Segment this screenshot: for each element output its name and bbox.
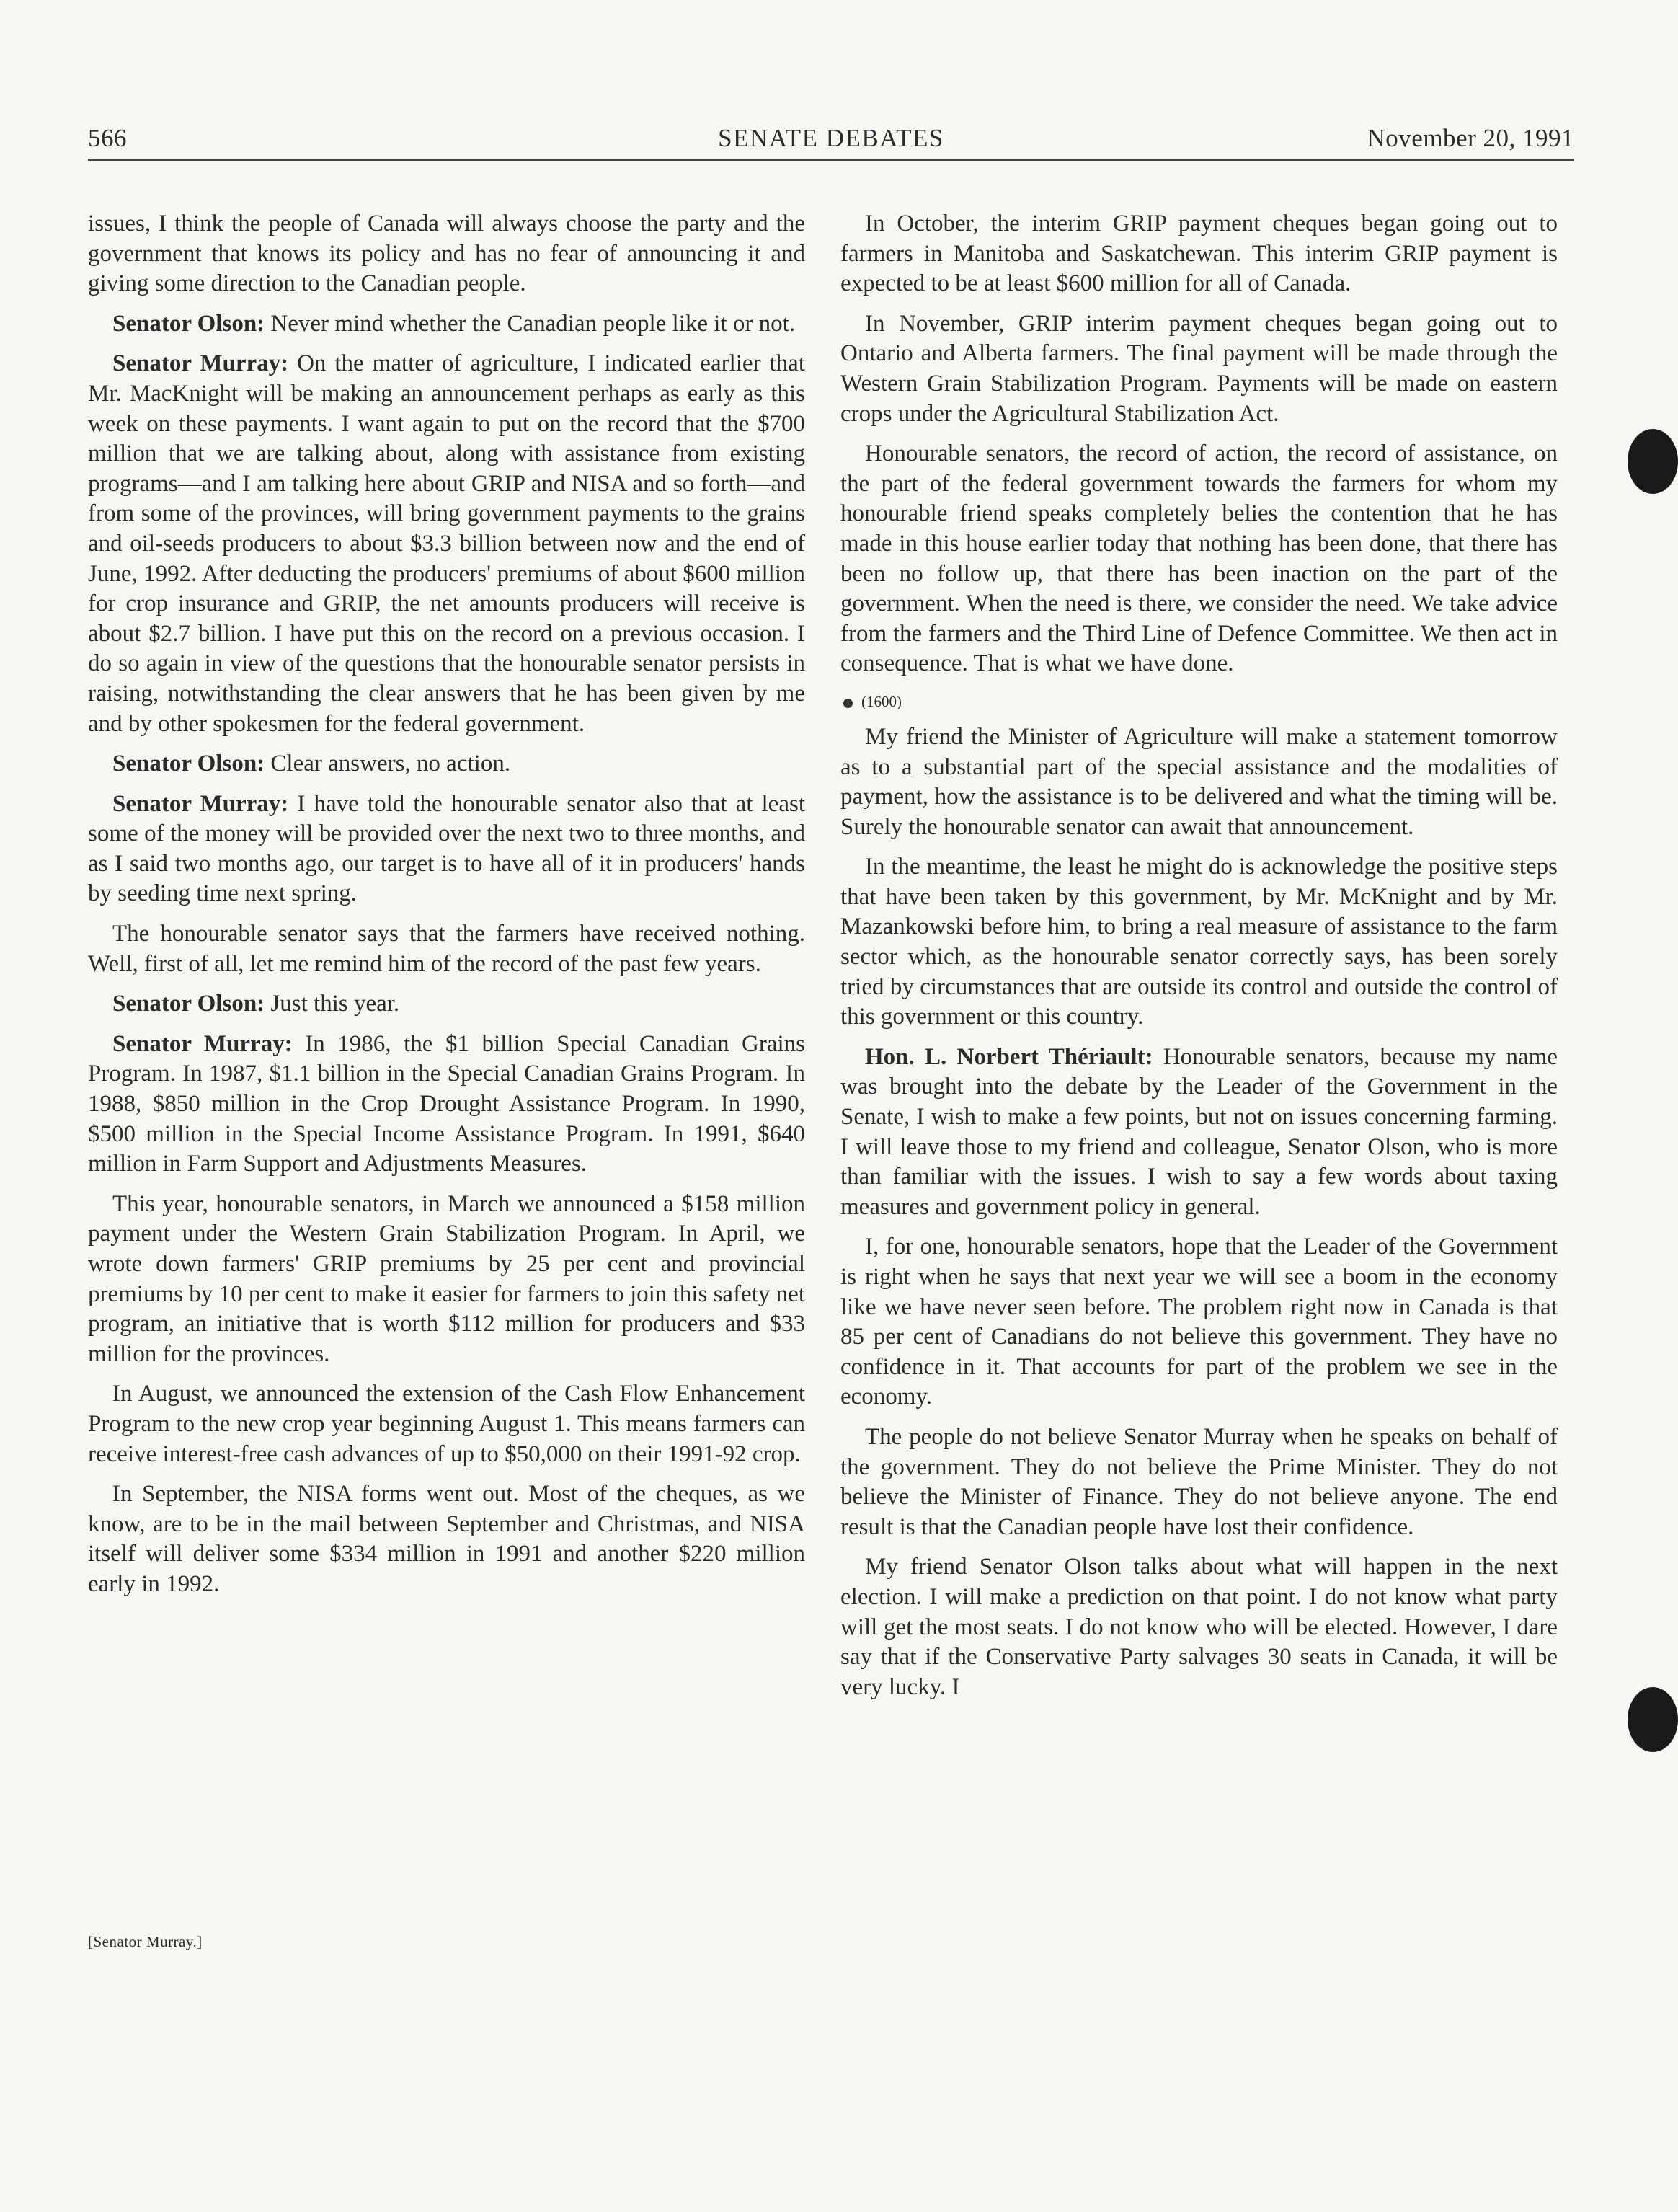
paragraph-text: My friend Senator Olson talks about what will happen in the next election. I will make a prediction on that point. I do not know what party will get the most seats. I do not know who will be elected. However, I dare say that if the Conservative Party salvages 30 seats in Canada, it will be very lucky. I bbox=[840, 1554, 1558, 1700]
speaker-footnote: [Senator Murray.] bbox=[88, 1933, 203, 1950]
paragraph-text: I, for one, honourable senators, hope that the Leader of the Government is right when he says that next year we will see a boom in the economy like we have never seen before. The problem right now in Canada is that 85 per cent of Canadians do not believe this government. They have no confidence in it. That accounts for part of the problem we see in the economy. bbox=[840, 1234, 1558, 1410]
binder-hole bbox=[1628, 1687, 1678, 1752]
paragraph-text: In September, the NISA forms went out. Most of the cheques, as we know, are to be in the mail between September and Christmas, and NISA itself will deliver some $334 million in 1991 and another $220 million early in 1992. bbox=[88, 1481, 805, 1597]
page-number: 566 bbox=[88, 124, 127, 152]
paragraph-text: Honourable senators, because my name was brought into the debate by the Leader of the Government in the Senate, I wish to make a few points, but not on issues concerning farming. I will leave those to my friend and colleague, Senator Olson, who is more than familiar with the issues. I wish to say a few words about taxing measures and government policy in general. bbox=[840, 1043, 1558, 1220]
paragraph bbox=[88, 1030, 805, 1180]
speaker-name: Senator Murray: bbox=[112, 790, 289, 817]
paragraph bbox=[840, 722, 1558, 842]
paragraph bbox=[88, 1190, 805, 1370]
speaker-name: Senator Murray: bbox=[112, 350, 289, 377]
paragraph bbox=[88, 789, 805, 909]
paragraph-text: Never mind whether the Canadian people like it or not. bbox=[265, 310, 796, 337]
speaker-name: Senator Olson: bbox=[112, 751, 265, 777]
paragraph bbox=[88, 989, 805, 1019]
speaker-name: Senator Murray: bbox=[112, 1030, 293, 1057]
paragraph bbox=[88, 349, 805, 739]
speaker-name: Senator Olson: bbox=[112, 310, 265, 337]
time-marker-label: (1600) bbox=[861, 692, 902, 710]
paragraph bbox=[840, 1232, 1558, 1412]
paragraph bbox=[840, 209, 1558, 299]
paragraph bbox=[88, 309, 805, 340]
paragraph-text: In October, the interim GRIP payment cheques began going out to farmers in Manitoba and Saskatchewan. This interim GRIP payment is expected to be at least $600 million for all of Canada. bbox=[840, 211, 1558, 297]
paragraph bbox=[840, 439, 1558, 679]
left-column bbox=[88, 209, 805, 1610]
page-header bbox=[88, 121, 1574, 161]
publication-date: November 20, 1991 bbox=[1367, 124, 1574, 152]
paragraph-text: Honourable senators, the record of action, the record of assistance, on the part of the federal government towards the farmers for whom my honourable friend speaks completely belies the contention that he has made in this house earlier today that nothing has been done, that there has been no follow up, that there has been inaction on the part of the government. When the need is there, we consider the need. We take advice from the farmers and the Third Line of Defence Committee. We then act in consequence. That is what we have done. bbox=[840, 441, 1558, 677]
paragraph-text: The people do not believe Senator Murray when he speaks on behalf of the government. They do not believe the Prime Minister. They do not believe the Minister of Finance. They do not believe anyone. The end result is that the Canadian people have lost their confidence. bbox=[840, 1423, 1558, 1540]
paragraph bbox=[88, 1379, 805, 1469]
paragraph-text: In the meantime, the least he might do is acknowledge the positive steps that have been taken by this government, by Mr. McKnight and by Mr. Mazankowski before him, to bring a real measure of assistance to the farm sector which, as the honourable senator correctly says, has been sorely tried by circumstances that are outside its control and outside the control of this government or this country. bbox=[840, 854, 1558, 1030]
paragraph bbox=[88, 209, 805, 299]
speaker-name: Senator Olson: bbox=[112, 991, 265, 1017]
paragraph bbox=[88, 749, 805, 779]
paragraph bbox=[88, 919, 805, 979]
paragraph bbox=[840, 1423, 1558, 1542]
time-marker bbox=[840, 689, 1558, 714]
speaker-name: Hon. L. Norbert Thériault: bbox=[865, 1043, 1153, 1070]
paragraph-text: On the matter of agriculture, I indicated earlier that Mr. MacKnight will be making an announcement perhaps as early as this week on these payments. I want again to put on the record that the $700 million that we are talking about, along with assistance from existing programs—and I am talking here about GRIP and NISA and so forth—and from some of the provinces, will bring government payments to the grains and oil-seeds producers to about $3.3 billion between now and the end of June, 1992. After deducting the producers' premiums of about $600 million for crop insurance and GRIP, the net amounts producers will receive is about $2.7 billion. I have put this on the record on a previous occasion. I do so again in view of the questions that the honourable senator persists in raising, notwithstanding the clear answers that he has been given by me and by other spokesmen for the federal government. bbox=[88, 350, 805, 737]
paragraph bbox=[840, 852, 1558, 1032]
paragraph-text: Clear answers, no action. bbox=[265, 751, 511, 777]
paragraph-text: In November, GRIP interim payment cheques began going out to Ontario and Alberta farmers. The final payment will be made through the Western Grain Stabilization Program. Payments will be made on eastern crops under the Agricultural Stabilization Act. bbox=[840, 310, 1558, 427]
paragraph-text: Just this year. bbox=[265, 991, 400, 1017]
paragraph-text: In 1986, the $1 billion Special Canadian Grains Program. In 1987, $1.1 billion in the Special Canadian Grains Program. In 1988, $850 million in the Crop Drought Assistance Program. In 1990, $500 million in the Special Income Assistance Program. In 1991, $640 million in Farm Support and Adjustments Measures. bbox=[88, 1030, 805, 1177]
paragraph bbox=[840, 1552, 1558, 1702]
paragraph-text: I have told the honourable senator also that at least some of the money will be provided over the next two to three months, and as I said two months ago, our target is to have all of it in producers' hands by seeding time next spring. bbox=[88, 790, 805, 907]
paragraph bbox=[840, 309, 1558, 429]
paragraph bbox=[840, 1043, 1558, 1223]
paragraph-text: This year, honourable senators, in March we announced a $158 million payment under the Western Grain Stabilization Program. In April, we wrote down farmers' GRIP premiums by 25 per cent and provincial premiums by 10 per cent to make it easier for farmers to join this safety net program, an initiative that is worth $112 million for producers and $33 million for the provinces. bbox=[88, 1190, 805, 1367]
paragraph-text: In August, we announced the extension of the Cash Flow Enhancement Program to the new crop year beginning August 1. This means farmers can receive interest-free cash advances of up to $50,000 on their 1991-92 crop. bbox=[88, 1381, 805, 1467]
paragraph-text: The honourable senator says that the farmers have received nothing. Well, first of all, let me remind him of the record of the past few years. bbox=[88, 921, 805, 977]
paragraph-text: My friend the Minister of Agriculture will make a statement tomorrow as to a substantial part of the special assistance and the modalities of payment, how the assistance is to be delivered and what the timing will be. Surely the honourable senator can await that announcement. bbox=[840, 723, 1558, 840]
right-column bbox=[840, 209, 1558, 1712]
paragraph-text: issues, I think the people of Canada will always choose the party and the government that knows its policy and has no fear of announcing it and giving some direction to the Canadian people. bbox=[88, 211, 805, 297]
bullet-icon bbox=[843, 699, 853, 708]
paragraph bbox=[88, 1479, 805, 1599]
publication-title: SENATE DEBATES bbox=[718, 124, 944, 152]
binder-hole bbox=[1628, 429, 1678, 494]
